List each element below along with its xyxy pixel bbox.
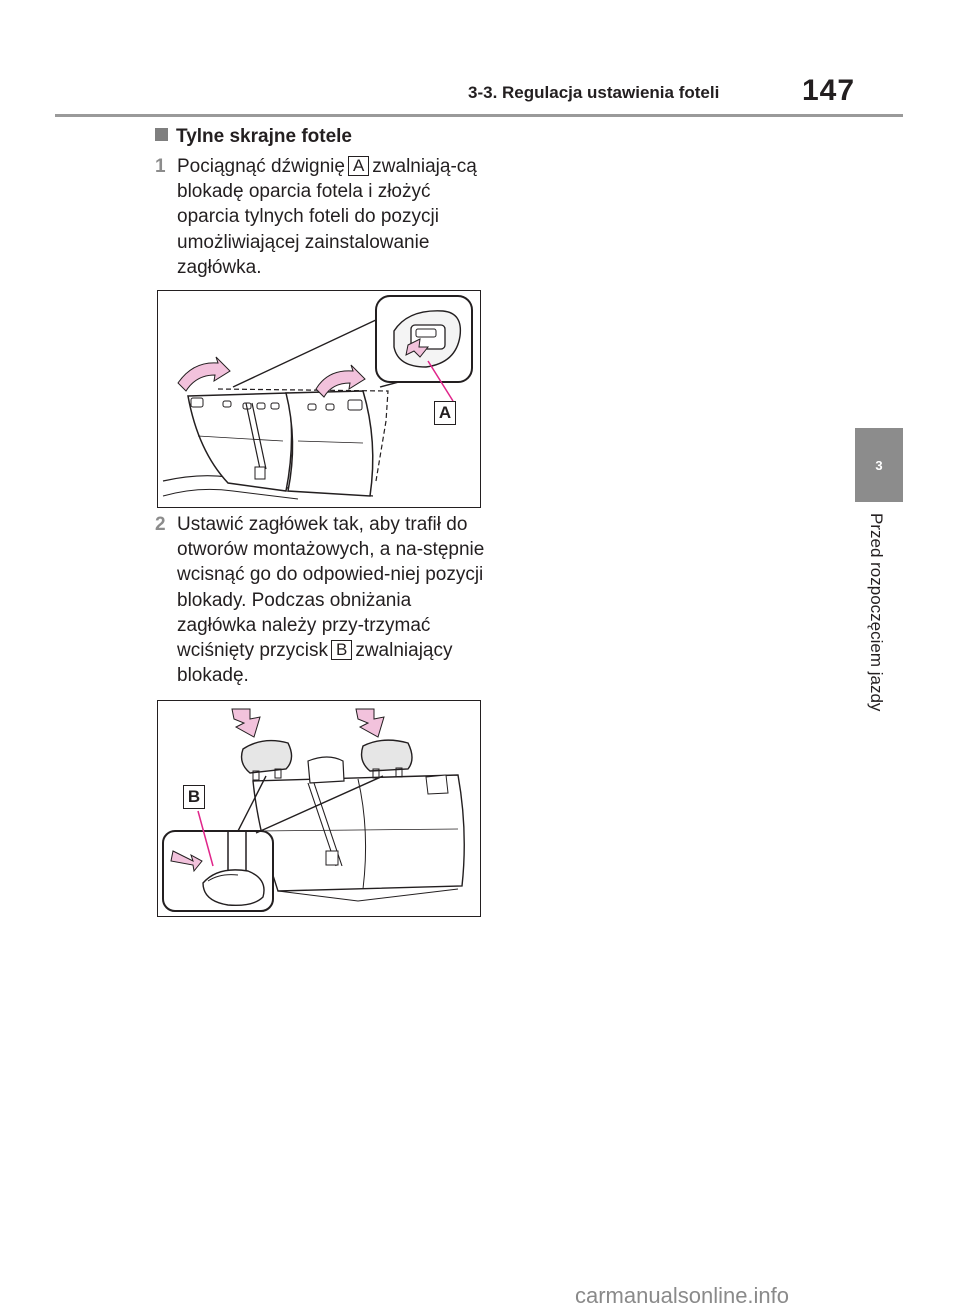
header-section-title: 3-3. Regulacja ustawienia foteli xyxy=(468,83,720,102)
step-number: 2 xyxy=(155,514,166,535)
figure-seat-fold xyxy=(157,290,481,508)
figure-callout-a: A xyxy=(434,401,456,425)
step-text xyxy=(177,154,495,280)
chapter-number: 3 xyxy=(875,458,883,473)
step-text-after: zwalniający blokadę. xyxy=(177,640,453,687)
figure-headrest-install xyxy=(157,700,481,917)
section-heading-text: Tylne skrajne fotele xyxy=(176,126,352,147)
step-text-after: zwalniają-cą blokadę oparcia fotela i złożyć oparcia tylnych foteli do pozycji umożliwiającej zainstalowanie zagłówka. xyxy=(177,156,477,278)
step-text-before: Pociągnąć dźwignię xyxy=(177,156,345,177)
chapter-tab[interactable] xyxy=(855,428,903,502)
step-text-before: Ustawić zagłówek tak, aby trafił do otworów montażowych, a na-stępnie wcisnąć go do odpowied-niej pozycji blokady. Podczas obniżania zagłówka należy przy-trzymać wciśnięty przycisk xyxy=(177,514,485,662)
headrest-install-illustration xyxy=(158,701,480,916)
step-1 xyxy=(155,154,495,280)
step-number: 1 xyxy=(155,156,166,177)
bullet-square-icon xyxy=(155,128,168,141)
header-divider xyxy=(55,114,903,117)
callout-label-b: B xyxy=(331,640,352,660)
step-2 xyxy=(155,512,495,688)
chapter-title: Przed rozpoczęciem jazdy xyxy=(867,513,886,712)
section-heading xyxy=(155,126,352,148)
callout-label-a: A xyxy=(348,156,369,176)
page-number: 147 xyxy=(802,74,856,107)
seat-fold-illustration xyxy=(158,291,480,507)
step-text xyxy=(177,512,495,688)
figure-callout-b: B xyxy=(183,785,205,809)
watermark: carmanualsonline.info xyxy=(575,1283,790,1308)
